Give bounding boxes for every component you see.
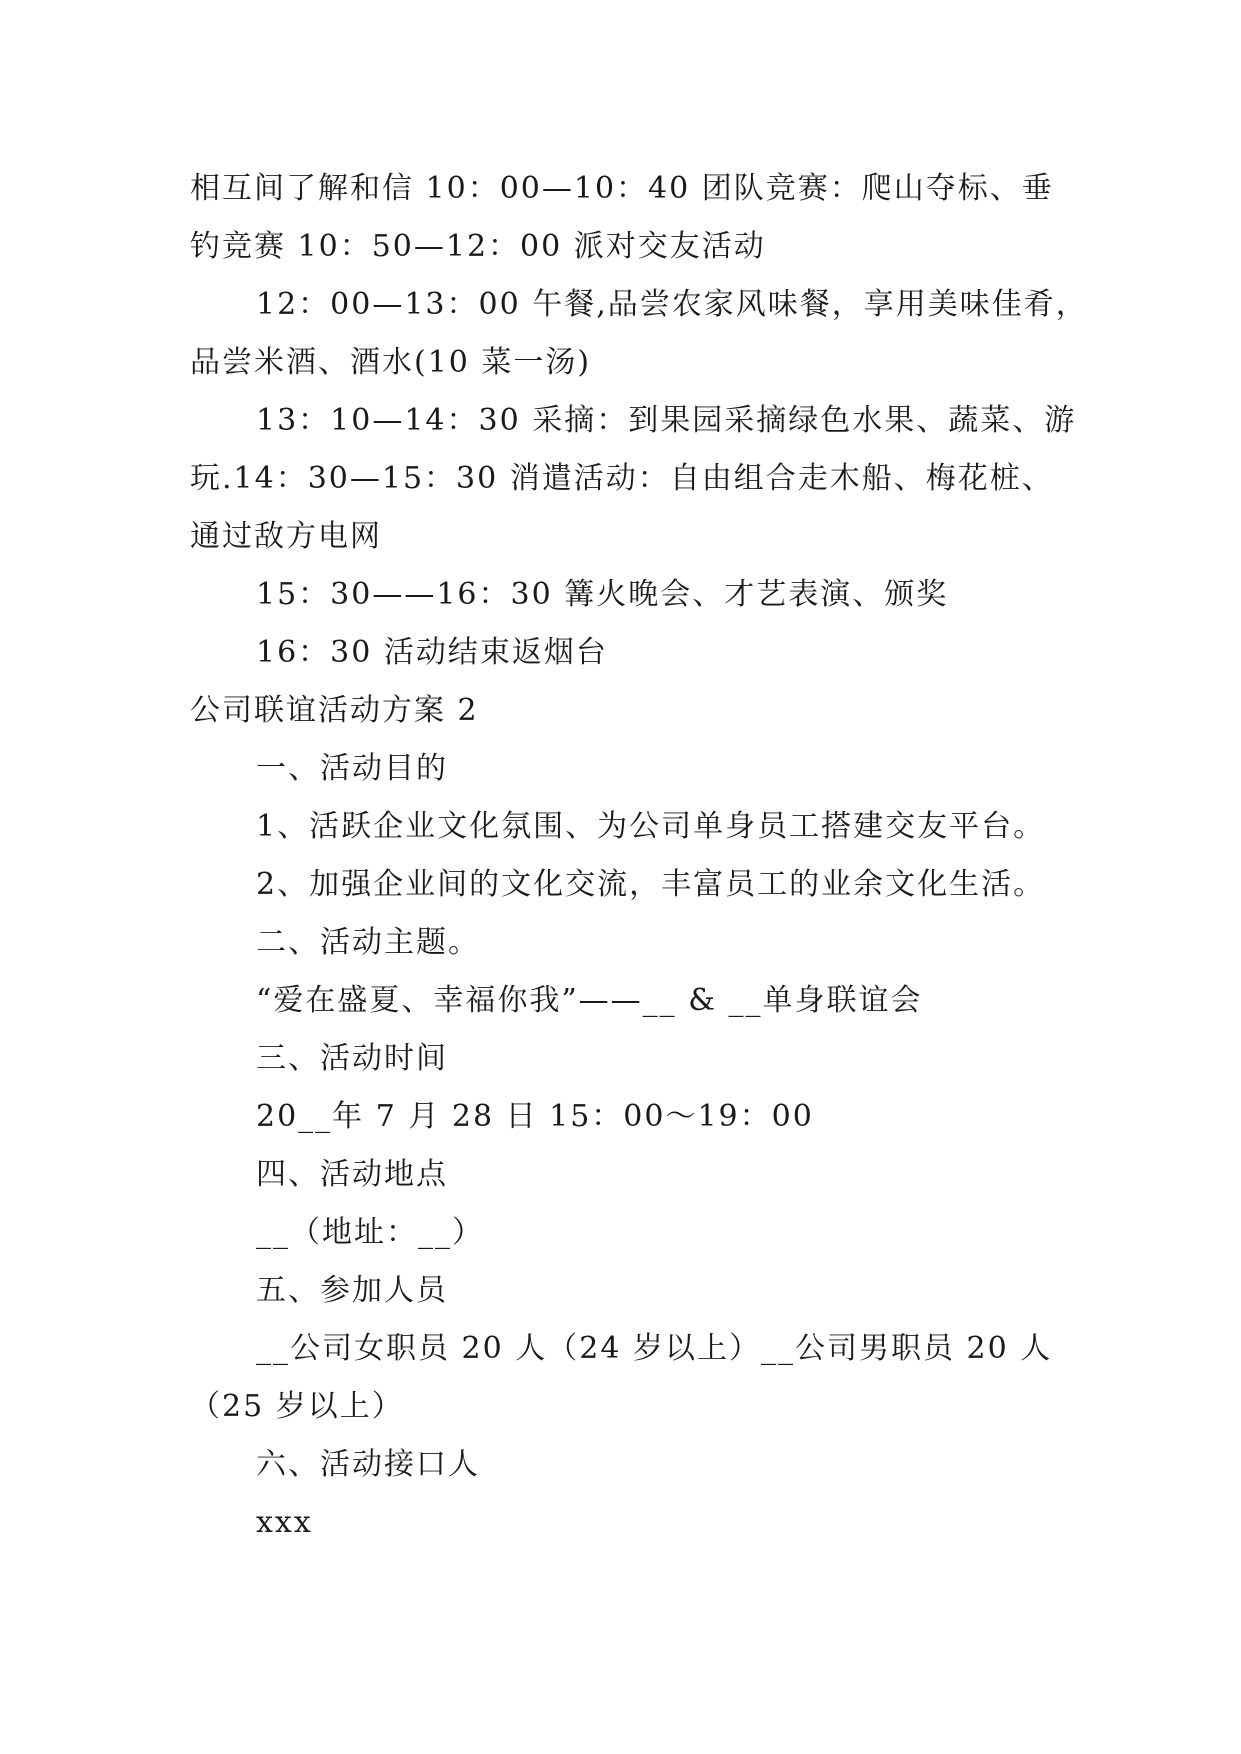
subheading: 三、活动时间 xyxy=(256,1041,448,1076)
document-page xyxy=(190,160,1088,1552)
text-line: 15：30——16：30 篝火晚会、才艺表演、颁奖 xyxy=(256,577,949,612)
section-heading: 公司联谊活动方案 2 xyxy=(190,693,479,728)
subheading: 五、参加人员 xyxy=(256,1273,448,1308)
text-line: 12：00—13：00 午餐,品尝农家风味餐，享用美味佳肴， xyxy=(256,287,1088,322)
text-line: 通过敌方电网 xyxy=(190,519,382,554)
text-line: __（地址：__） xyxy=(256,1215,484,1250)
text-line: 2、加强企业间的文化交流，丰富员工的业余文化生活。 xyxy=(256,867,1046,902)
text-line: __公司女职员 20 人（24 岁以上）__公司男职员 20 人 xyxy=(256,1331,1053,1366)
text-line: 13：10—14：30 采摘：到果园采摘绿色水果、蔬菜、游 xyxy=(256,403,1077,438)
text-line: “爱在盛夏、幸福你我”——__ & __单身联谊会 xyxy=(256,983,923,1018)
text-line: 相互间了解和信 10：00—10：40 团队竞赛：爬山夺标、垂 xyxy=(190,171,1054,206)
subheading: 二、活动主题。 xyxy=(256,925,480,960)
text-line: 玩.14：30—15：30 消遣活动：自由组合走木船、梅花桩、 xyxy=(190,461,1054,496)
text-line: 16：30 活动结束返烟台 xyxy=(256,635,608,670)
text-line: 1、活跃企业文化氛围、为公司单身员工搭建交友平台。 xyxy=(256,809,1046,844)
text-line: 品尝米酒、酒水(10 菜一汤) xyxy=(190,345,592,380)
text-line: 钓竞赛 10：50—12：00 派对交友活动 xyxy=(190,229,766,264)
text-line: （25 岁以上） xyxy=(190,1389,404,1424)
text-line: xxx xyxy=(256,1505,313,1540)
subheading: 四、活动地点 xyxy=(256,1157,448,1192)
subheading: 一、活动目的 xyxy=(256,751,448,786)
text-line: 20__年 7 月 28 日 15：00～19：00 xyxy=(256,1099,814,1134)
subheading: 六、活动接口人 xyxy=(256,1447,480,1482)
